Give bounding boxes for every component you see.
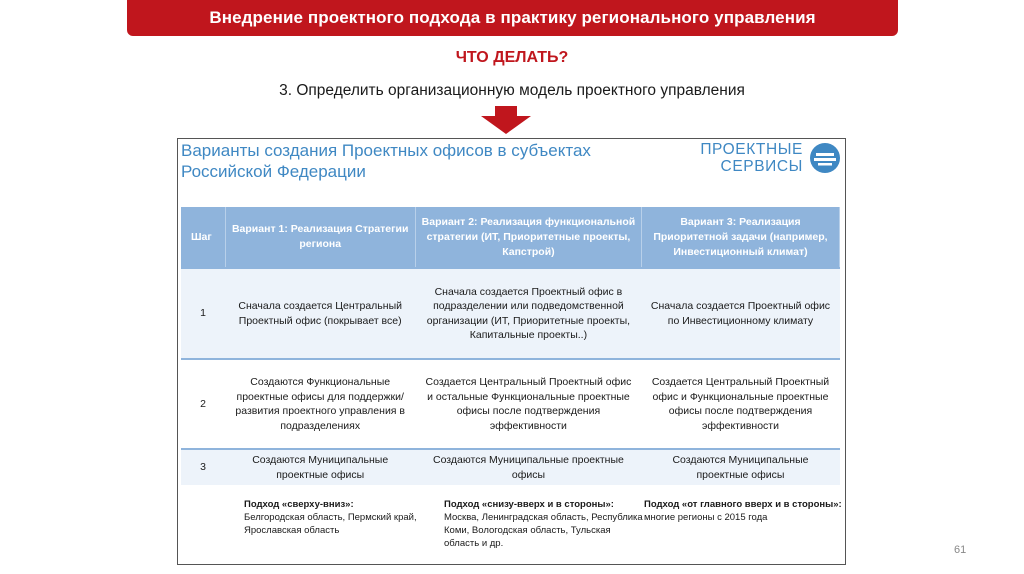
variants-table [181, 207, 840, 485]
table-row: 3 Создаются Муниципальные проектные офисы Создаются Муниципальные проектные офисы Создаются Муниципальные проектные офисы [181, 449, 840, 485]
table-row: 2 Создаются Функциональные проектные офисы для поддержки/развития проектного управления в подразделениях Создается Центральный Проектный офис и остальные Функциональные проектные офисы после подтверждения эффективности Создается Центральный Проектный офис и Функциональные проектные офисы после подтверждения эффективности [181, 359, 840, 449]
slide-title: Варианты создания Проектных офисов в субъектах Российской Федерации [181, 141, 591, 181]
title-banner [127, 0, 898, 36]
question-heading: ЧТО ДЕЛАТЬ? [455, 49, 569, 66]
header-variant-2: Вариант 2: Реализация функциональной стратегии (ИТ, Приоритетные проекты, Капстрой) [415, 207, 641, 268]
brand-line2: СЕРВИСЫ [720, 158, 803, 175]
approach-note: Подход «сверху-вниз»: Белгородская область, Пермский край, Ярославская область [244, 499, 417, 536]
page-number: 61 [954, 544, 967, 556]
embedded-slide [177, 138, 846, 565]
brand-logo [700, 141, 841, 175]
header-variant-1: Вариант 1: Реализация Стратегии региона [225, 207, 415, 268]
header-variant-3: Вариант 3: Реализация Приоритетной задачи (например, Инвестиционный климат) [641, 207, 839, 268]
approaches-notes [244, 498, 844, 550]
table-header-row [181, 207, 840, 268]
down-arrow-icon [481, 106, 531, 134]
brand-line1: ПРОЕКТНЫЕ [700, 141, 803, 158]
approach-note: Подход «снизу-вверх и в стороны»: Москва, Ленинградская область, Республика Коми, Вологодская область, Тульская область и др. [444, 499, 643, 549]
table-row: 1 Сначала создается Центральный Проектный офис (покрывает все) Сначала создается Проектный офис в подразделении или подведомственной организации (ИТ, Приоритетные проекты, Капитальные проекты..) Сначала создается Проектный офис по Инвестиционному климату [181, 268, 840, 359]
approach-note: Подход «от главного вверх и в стороны»: многие регионы с 2015 года [644, 499, 842, 523]
brand-icon [809, 142, 841, 174]
step-heading: 3. Определить организационную модель проектного управления [279, 82, 745, 99]
page-title: Внедрение проектного подхода в практику регионального управления [209, 8, 816, 27]
header-step: Шаг [181, 207, 225, 268]
